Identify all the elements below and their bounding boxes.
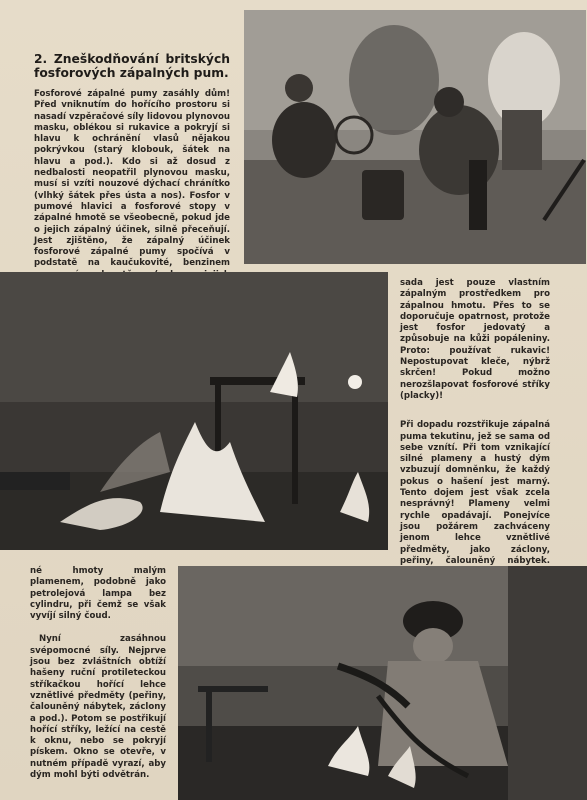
article-heading: 2. Zneškodňování britských fosforových zápalných pum. [34,52,230,80]
photo-firefighters-with-pump [244,10,586,264]
paragraph-4: né hmoty malým plamenem, podobně jako petrolejová lampa bez cylindru, při čemž se však vyvíjí silný čoud. [30,566,166,622]
paragraph-3: Při dopadu rozstřikuje zápalná puma tekutinu, jež se sama od sebe vznítí. Při tom vznikající silné plameny a hustý dým vzbuzují domněnku, že každý pokus o hašení jest marný. Tento dojem jest však zcela nesprávný! Plameny velmi rychle opadávají. Ponejvíce jsou požárem zachváceny jenom lehce vznětlivé předměty, jako záclony, peřiny, čalouněný nábytek. [400,420,550,566]
text-column-2 [400,278,550,604]
paragraph-1: Fosforové zápalné pumy zasáhly dům! Před vniknutím do hořícího prostoru si nasadí vzpěračové síly lidovou plynovou masku, oblékou si rukavice a pokryjí si hlavu k ochránění vlasů nějakou pokrývkou (starý klobouk, šátek na hlavu a pod.). Kdo si až dosud z nedbalosti neopatřil plynovou masku, musí si vzíti nouzové dýchací chránítko (vlhký šátek přes ústa a nos). Fosfor v pumové hlavici a fosforové stopy v zápalné hmotě se všeobecně, pokud jde o jejich zápalný účinek, silně přeceňují. Jest zjištěno, že zápalný účinek fosforové zápalné pumy spočívá v podstatě na kaučukovité, benzinem [34,89,230,269]
paragraph-2: sada jest pouze vlastním zápalným prostředkem pro zápalnou hmotu. Přes to se doporučuje opatrnost, protože jest fosfor jedovatý a způsobuje na kůži popáleniny. Proto: používat rukavic! Nepostupovat kleče, nýbrž skrčen! Pokud možno nerozšlapovat fosforové stříky (placky)! [400,278,550,401]
paragraph-5: Nyní zasáhnou svépomocné síly. Nejprve jsou bez zvláštních obtíží hašeny ruční protileteckou stříkačkou hořící lehce vznětlivé předměty (peřiny, čalouněný nábytek, záclony a pod.). Potom se postřikují hořící stříky, ležící na cestě k oknu, nebo se pokryjí pískem. Okno se otevře, v nutném případě vyrazí, aby dým mohl býti odvětrán. [30,634,166,781]
text-column-1 [34,52,230,307]
text-column-3 [30,566,166,784]
photo-burning-incendiary [0,272,388,550]
photo-person-spraying [178,566,587,800]
